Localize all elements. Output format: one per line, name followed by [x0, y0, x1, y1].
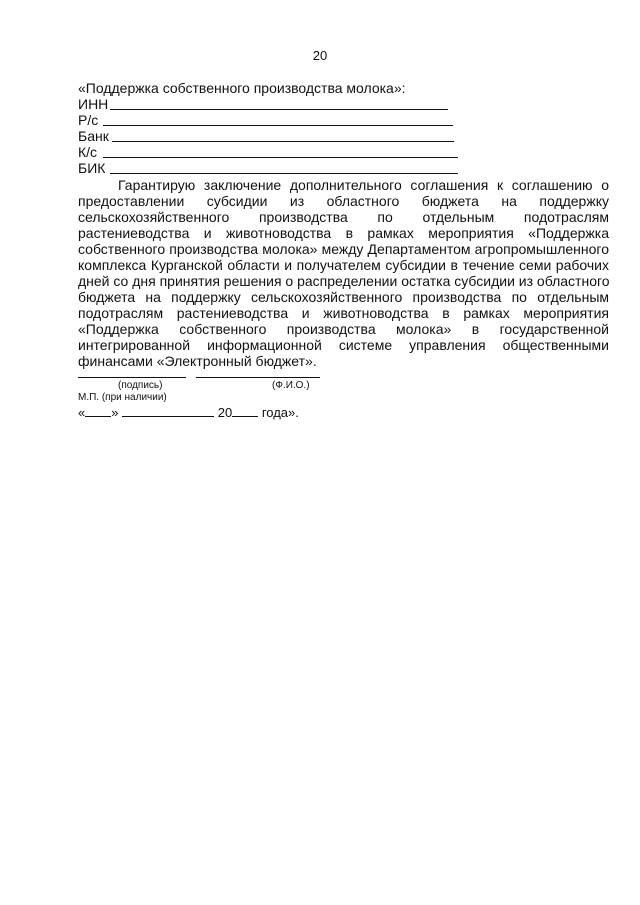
month-blank — [122, 404, 214, 417]
paragraph-line: финансами «Электронный бюджет». — [78, 353, 317, 369]
field-rs-label: Р/с — [78, 112, 99, 128]
paragraph-line: предоставлении субсидии из областного бюджета на поддержку — [78, 193, 609, 209]
field-bank-blank — [112, 141, 454, 142]
date-century: 20 — [217, 405, 233, 420]
paragraph-line: интегрированной информационной системе управления общественными — [78, 337, 609, 353]
paragraph-line: дней со дня принятия решения о распределении остатка субсидии из областного — [78, 273, 610, 289]
stamp-caption: М.П. (при наличии) — [78, 392, 167, 403]
field-inn-label: ИНН — [78, 96, 109, 112]
date-open-quote: « — [78, 405, 86, 420]
paragraph-line: сельскохозяйственного производства по отдельным подотраслям — [78, 209, 609, 225]
field-ks — [78, 144, 97, 160]
field-rs — [78, 112, 98, 128]
paragraph-line: «Поддержка собственного производства молока» в государственной — [78, 321, 609, 337]
date-suffix: года». — [261, 405, 299, 420]
field-bik-blank — [110, 173, 458, 174]
signature-caption: (подпись) — [118, 380, 163, 391]
field-rs-blank — [103, 125, 453, 126]
field-inn-blank — [110, 109, 448, 110]
heading: «Поддержка собственного производства молока»: — [78, 80, 406, 96]
date-line — [78, 404, 299, 421]
field-bik-label: БИК — [78, 160, 106, 176]
year-blank — [232, 404, 258, 417]
paragraph-line: бюджета на поддержку сельскохозяйственного производства по отдельным — [78, 289, 609, 305]
field-inn — [78, 96, 108, 112]
name-blank — [196, 377, 320, 378]
page-number: 20 — [312, 48, 328, 63]
day-blank — [85, 404, 111, 417]
date-close-quote: » — [111, 405, 119, 420]
field-bank — [78, 128, 109, 144]
paragraph-line: собственного производства молока» между Департаментом агропромышленного — [78, 241, 609, 257]
field-ks-blank — [103, 157, 458, 158]
name-caption: (Ф.И.О.) — [272, 380, 310, 391]
field-bank-label: Банк — [78, 128, 109, 144]
field-ks-label: К/с — [78, 144, 98, 160]
paragraph-line: растениеводства и животноводства в рамках мероприятия «Поддержка — [78, 225, 609, 241]
paragraph-line: комплекса Курганской области и получателем субсидии в течение семи рабочих — [78, 257, 609, 273]
paragraph-line: Гарантирую заключение дополнительного соглашения к соглашению о — [118, 177, 609, 193]
guarantee-paragraph — [78, 177, 609, 369]
field-bik — [78, 160, 105, 176]
signature-blank — [78, 377, 186, 378]
paragraph-line: подотраслям растениеводства и животноводства в рамках мероприятия — [78, 305, 609, 321]
